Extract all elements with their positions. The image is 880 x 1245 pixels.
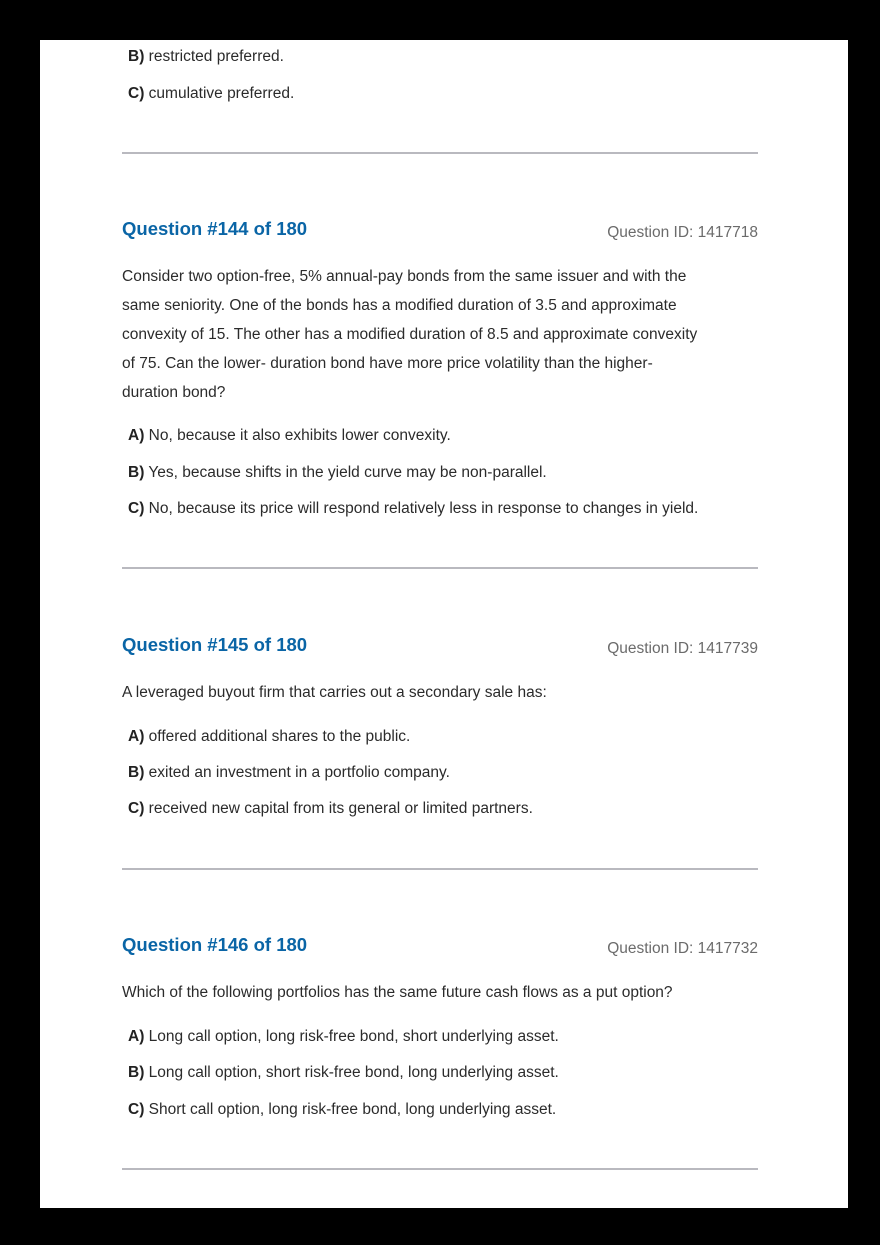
stem-line: of 75. Can the lower- duration bond have more price volatility than the higher-	[122, 355, 653, 372]
stem-line: convexity of 15. The other has a modified duration of 8.5 and approximate convexity	[122, 326, 698, 343]
option-letter: B)	[128, 464, 145, 481]
divider	[122, 868, 758, 870]
option-a[interactable]	[128, 426, 451, 446]
option-text: Yes, because shifts in the yield curve may be non-parallel.	[148, 464, 547, 481]
stem-line: Consider two option-free, 5% annual-pay bonds from the same issuer and with the	[122, 268, 687, 285]
option-b[interactable]	[128, 1063, 559, 1083]
stem-line: duration bond?	[122, 384, 226, 401]
document-page	[40, 40, 848, 1208]
option-text: cumulative preferred.	[148, 85, 295, 102]
prev-option-b[interactable]	[128, 47, 284, 67]
option-text: exited an investment in a portfolio company.	[148, 764, 450, 781]
divider	[122, 152, 758, 154]
question-id: Question ID: 1417718	[607, 224, 758, 241]
option-text: No, because it also exhibits lower convexity.	[148, 427, 451, 444]
option-text: restricted preferred.	[148, 48, 284, 65]
option-letter: A)	[128, 728, 145, 745]
option-c[interactable]	[128, 499, 698, 519]
question-stem: A leveraged buyout firm that carries out a secondary sale has:	[122, 684, 547, 701]
divider	[122, 567, 758, 569]
option-b[interactable]	[128, 463, 547, 483]
option-letter: C)	[128, 800, 145, 817]
question-stem: Which of the following portfolios has the same future cash flows as a put option?	[122, 984, 673, 1001]
question-title: Question #145 of 180	[122, 634, 308, 655]
option-letter: A)	[128, 1028, 145, 1045]
option-text: received new capital from its general or limited partners.	[148, 800, 533, 817]
question-title: Question #146 of 180	[122, 934, 308, 955]
divider	[122, 1168, 758, 1170]
option-letter: C)	[128, 85, 145, 102]
option-a[interactable]	[128, 727, 410, 747]
option-letter: B)	[128, 764, 145, 781]
option-text: Long call option, long risk-free bond, short underlying asset.	[148, 1028, 559, 1045]
option-letter: B)	[128, 48, 145, 65]
prev-option-c[interactable]	[128, 84, 294, 104]
option-c[interactable]	[128, 799, 533, 819]
stem-line: same seniority. One of the bonds has a modified duration of 3.5 and approximate	[122, 297, 677, 314]
option-text: Short call option, long risk-free bond, long underlying asset.	[148, 1101, 557, 1118]
option-text: Long call option, short risk-free bond, long underlying asset.	[148, 1064, 559, 1081]
option-a[interactable]	[128, 1027, 559, 1047]
option-text: offered additional shares to the public.	[148, 728, 411, 745]
option-letter: C)	[128, 500, 145, 517]
option-b[interactable]	[128, 763, 450, 783]
option-c[interactable]	[128, 1100, 556, 1120]
option-text: No, because its price will respond relatively less in response to changes in yield.	[148, 500, 699, 517]
question-title: Question #144 of 180	[122, 218, 308, 239]
question-id: Question ID: 1417732	[607, 940, 758, 957]
question-stem	[122, 262, 758, 407]
question-id: Question ID: 1417739	[607, 640, 758, 657]
option-letter: A)	[128, 427, 145, 444]
option-letter: B)	[128, 1064, 145, 1081]
option-letter: C)	[128, 1101, 145, 1118]
